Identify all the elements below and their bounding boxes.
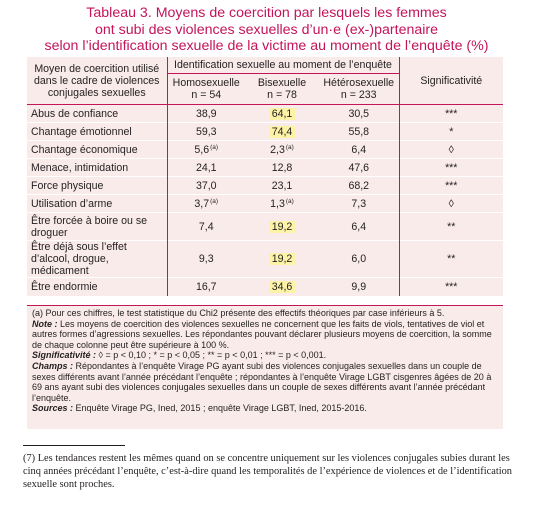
- cell-heterosexuelle-value: 6,4: [351, 143, 367, 156]
- cell-heterosexuelle-value: 9,9: [351, 280, 367, 293]
- cell-bisexuelle-value-wrap: [269, 108, 296, 120]
- row-label: Être endormie: [27, 278, 167, 296]
- cell-heterosexuelle: [319, 278, 399, 296]
- cell-homosexuelle-value-wrap: [196, 108, 217, 120]
- cell-bisexuelle: [245, 105, 319, 123]
- cell-homosexuelle-value-wrap: [199, 221, 214, 233]
- significance-label: Significativité :: [32, 350, 97, 361]
- cell-significance: ◊: [399, 141, 503, 159]
- cell-bisexuelle-value-wrap: [269, 221, 296, 233]
- table-title-line-3: selon l’identification sexuelle de la victime au moment de l’enquête (%): [44, 38, 489, 55]
- cell-heterosexuelle-value: 68,2: [348, 179, 370, 192]
- cell-significance: **: [399, 241, 503, 278]
- cell-bisexuelle: [245, 241, 319, 278]
- cell-heterosexuelle-value-wrap: [351, 221, 366, 233]
- cell-bisexuelle-value: 34,6: [269, 281, 296, 293]
- footnote: (7) Les tendances restent les mêmes quand on se concentre uniquement sur les violences conjugales subies durant les cinq années précédant l’enquête, c’est-à-dire quand les temporalités de l’expérience de violences et de l’identification sexuelle sont proches.: [23, 453, 512, 490]
- cell-homosexuelle-value: 37,0: [195, 179, 217, 192]
- cell-bisexuelle-value-wrap: [272, 180, 293, 192]
- footnote-marker: (a): [285, 143, 294, 151]
- table-title: [0, 5, 533, 55]
- cell-homosexuelle: [167, 105, 245, 123]
- table-row: [27, 159, 503, 177]
- table-row: [27, 195, 503, 213]
- cell-homosexuelle: [167, 159, 245, 177]
- row-label: Chantage émotionnel: [27, 123, 167, 141]
- cell-heterosexuelle-value: 55,8: [348, 125, 370, 138]
- cell-heterosexuelle-value: 6,0: [351, 253, 367, 265]
- cell-homosexuelle: [167, 195, 245, 213]
- table-row: [27, 105, 503, 123]
- note-paragraph: [32, 319, 498, 351]
- sources-label: Sources :: [32, 403, 74, 414]
- cell-bisexuelle-value: 1,3: [270, 197, 285, 210]
- column-name: Homosexuelle: [172, 77, 240, 89]
- cell-heterosexuelle-value-wrap: [351, 198, 366, 210]
- row-label: Force physique: [27, 177, 167, 195]
- cell-heterosexuelle: [319, 213, 399, 241]
- column-header-heterosexuelle: [319, 74, 399, 105]
- champs-label: Champs :: [32, 360, 74, 371]
- table-row: [27, 278, 503, 296]
- cell-heterosexuelle-value-wrap: [351, 253, 366, 265]
- row-header: Moyen de coercition utilisé dans le cadre de violences conjugales sexuelles: [27, 57, 167, 105]
- cell-significance: ***: [399, 159, 503, 177]
- footnote-marker: (a): [285, 197, 294, 205]
- champs-text: Répondantes à l’enquête Virage PG ayant subi des violences conjugales sexuelles dans un couple de sexes différents avant l’année précédant l’enquête ; répondantes à l’enquête Virage LGBT cisgenres âgées de 20 à 69 ans ayant subi des violences conjugales sexuelles dans un couple de sexes différents avant l’année précédant l’enquête.: [32, 360, 492, 403]
- significance-header: Significativité: [399, 57, 503, 105]
- table-body: [27, 105, 503, 296]
- cell-heterosexuelle-value: 6,4: [351, 220, 367, 233]
- cell-bisexuelle: [245, 141, 319, 159]
- note-text: Les moyens de coercition des violences sexuelles ne concernent que les faits de viols, tentatives de viol et autres formes d’agressions sexuelles. Les répondantes pouvant déclarer plusieurs moyens de coercition, la somme de chaque colonne peut être supérieure à 100 %.: [32, 318, 492, 350]
- cell-bisexuelle-value: 19,2: [269, 253, 296, 265]
- row-label: Menace, intimidation: [27, 159, 167, 177]
- footnote-marker: (a): [210, 197, 219, 205]
- row-label: Abus de confiance: [27, 105, 167, 123]
- significance-paragraph: [32, 350, 498, 361]
- cell-significance: ◊: [399, 195, 503, 213]
- table-row: [27, 141, 503, 159]
- sources-paragraph: [32, 403, 498, 414]
- cell-bisexuelle-value-wrap: [269, 126, 296, 138]
- cell-homosexuelle-value-wrap: [196, 281, 217, 293]
- cell-heterosexuelle: [319, 195, 399, 213]
- cell-heterosexuelle-value-wrap: [348, 162, 369, 174]
- note-a: (a) Pour ces chiffres, le test statistique du Chi2 présente des effectifs théoriques par case inférieurs à 5.: [32, 308, 445, 318]
- group-header: Identification sexuelle au moment de l’enquête: [167, 57, 399, 74]
- cell-heterosexuelle-value-wrap: [351, 144, 366, 156]
- cell-homosexuelle: [167, 123, 245, 141]
- column-n: n = 78: [267, 89, 297, 101]
- cell-heterosexuelle-value: 7,3: [351, 197, 367, 210]
- column-header-bisexuelle: [245, 74, 319, 105]
- cell-homosexuelle-value-wrap: [196, 180, 217, 192]
- cell-significance: ***: [399, 177, 503, 195]
- row-label: Être forcée à boire ou se droguer: [27, 213, 167, 241]
- column-n: n = 233: [340, 89, 377, 101]
- cell-bisexuelle: [245, 123, 319, 141]
- cell-heterosexuelle-value-wrap: [348, 108, 369, 120]
- cell-bisexuelle-value-wrap: [270, 198, 294, 210]
- cell-homosexuelle-value-wrap: [194, 144, 218, 156]
- cell-bisexuelle: [245, 278, 319, 296]
- cell-significance: *: [399, 123, 503, 141]
- sources-text: Enquête Virage PG, Ined, 2015 ; enquête Virage LGBT, Ined, 2015-2016.: [73, 403, 367, 414]
- cell-heterosexuelle-value: 30,5: [348, 107, 370, 120]
- cell-homosexuelle-value: 24,1: [195, 161, 217, 174]
- cell-homosexuelle: [167, 241, 245, 278]
- cell-heterosexuelle: [319, 123, 399, 141]
- table-row: [27, 213, 503, 241]
- cell-homosexuelle-value: 7,4: [198, 220, 214, 233]
- column-name: Bisexuelle: [257, 77, 307, 89]
- cell-heterosexuelle-value: 47,6: [348, 161, 370, 174]
- cell-heterosexuelle: [319, 177, 399, 195]
- cell-homosexuelle-value-wrap: [194, 198, 218, 210]
- table-title-line-2: ont subi des violences sexuelles d’un·e (ex-)partenaire: [94, 21, 439, 38]
- cell-homosexuelle-value-wrap: [199, 253, 214, 265]
- cell-homosexuelle: [167, 213, 245, 241]
- cell-bisexuelle-value-wrap: [269, 281, 296, 293]
- cell-bisexuelle-value-wrap: [272, 162, 293, 174]
- footnote-marker: (a): [210, 143, 219, 151]
- cell-homosexuelle-value: 38,9: [195, 107, 217, 120]
- cell-significance: ***: [399, 278, 503, 296]
- row-label: Utilisation d’arme: [27, 195, 167, 213]
- cell-bisexuelle-value: 74,4: [269, 126, 296, 138]
- cell-homosexuelle: [167, 177, 245, 195]
- column-name: Hétérosexuelle: [323, 77, 395, 89]
- cell-bisexuelle: [245, 159, 319, 177]
- cell-bisexuelle-value-wrap: [269, 253, 296, 265]
- cell-heterosexuelle: [319, 141, 399, 159]
- cell-homosexuelle-value-wrap: [196, 126, 217, 138]
- cell-bisexuelle-value: 64,1: [269, 108, 296, 120]
- column-header-homosexuelle: [167, 74, 245, 105]
- cell-homosexuelle-value: 3,7: [194, 197, 210, 210]
- footnote-separator: [23, 445, 125, 446]
- champs-paragraph: [32, 361, 498, 403]
- cell-homosexuelle-value-wrap: [196, 162, 217, 174]
- table-title-line-1: Tableau 3. Moyens de coercition par lesquels les femmes: [86, 5, 447, 21]
- cell-homosexuelle-value: 59,3: [195, 125, 217, 138]
- cell-homosexuelle: [167, 278, 245, 296]
- cell-homosexuelle-value: 5,6: [194, 143, 210, 156]
- table-notes: [27, 305, 503, 429]
- note-label: Note :: [32, 318, 58, 329]
- row-label: Chantage économique: [27, 141, 167, 159]
- cell-bisexuelle-value: 2,3: [270, 143, 285, 156]
- cell-bisexuelle: [245, 177, 319, 195]
- cell-heterosexuelle: [319, 159, 399, 177]
- cell-bisexuelle-value: 19,2: [269, 221, 296, 233]
- cell-bisexuelle-value: 23,1: [271, 179, 293, 192]
- cell-homosexuelle: [167, 141, 245, 159]
- cell-bisexuelle: [245, 213, 319, 241]
- cell-heterosexuelle: [319, 105, 399, 123]
- cell-significance: **: [399, 213, 503, 241]
- cell-bisexuelle-value-wrap: [270, 144, 294, 156]
- cell-heterosexuelle-value-wrap: [348, 180, 369, 192]
- cell-significance: ***: [399, 105, 503, 123]
- cell-heterosexuelle: [319, 241, 399, 278]
- cell-heterosexuelle-value-wrap: [351, 281, 366, 293]
- cell-homosexuelle-value: 16,7: [195, 280, 217, 293]
- coercion-table: [27, 57, 503, 296]
- cell-heterosexuelle-value-wrap: [348, 126, 369, 138]
- column-n: n = 54: [191, 89, 222, 101]
- cell-homosexuelle-value: 9,3: [198, 253, 214, 265]
- significance-text: ◊ = p < 0,10 ; * = p < 0,05 ; ** = p < 0,01 ; *** = p < 0,001.: [96, 350, 327, 361]
- table-row: [27, 177, 503, 195]
- table-row: [27, 123, 503, 141]
- row-label: Être déjà sous l’effet d’alcool, drogue, médicament: [27, 241, 167, 278]
- cell-bisexuelle-value: 12,8: [271, 161, 293, 174]
- cell-bisexuelle: [245, 195, 319, 213]
- table-row: [27, 241, 503, 278]
